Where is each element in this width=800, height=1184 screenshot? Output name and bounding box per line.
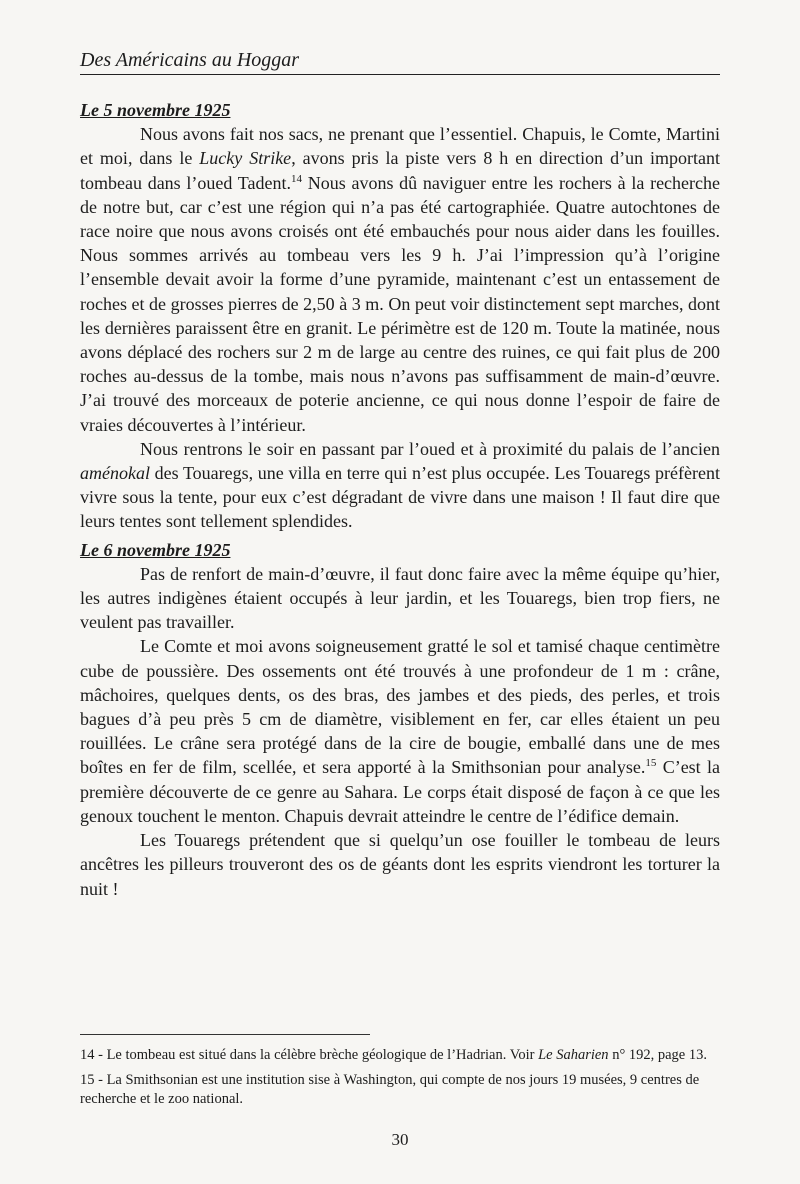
entry-date-1: Le 5 novembre 1925 — [80, 100, 231, 120]
footnote-text: n° 192, page 13. — [608, 1047, 707, 1063]
page-number: 30 — [391, 1130, 409, 1149]
paragraph-text: Nous avons dû naviguer entre les rochers à la recherche de notre but, car c’est une région qui n’a pas été cartographiée. Quatre autochtones de race noire que nous avons croisés ont été embauchés pour nous aider dans les fouilles. Nous sommes arrivés au tombeau vers les 9 h. J’ai l’impression qu’à l’origine l’ensemble devait avoir la forme d’une pyramide, maintenant c’est un entassement de roches et de grosses pierres de 2,50 à 3 m. On peut voir distinctement sept marches, dont les dernières paraissent être en granit. Le périmètre est de 120 m. Toute la matinée, nous avons déplacé des rochers sur 2 m de large au centre des ruines, ce qui fait plus de 200 roches au-dessus de la tombe, mais nous n’avons pas suffisamment de main-d’œuvre. J’ai trouvé des morceaux de poterie ancienne, ce qui nous donne l’espoir de faire de vraies découvertes à l’intérieur. — [80, 172, 721, 435]
page — [80, 0, 720, 1184]
italic-text: Lucky Strike — [199, 148, 292, 169]
page-body — [80, 98, 720, 901]
footnote-ref: 15 — [645, 757, 657, 770]
paragraph-text: des Touaregs, une villa en terre qui n’est plus occupée. Les Touaregs préfèrent vivre sous la tente, pour eux c’est dégradant de vivre dans une maison ! Il faut dire que leurs tentes sont tellement splendides. — [80, 463, 720, 532]
paragraph-text: , avons pris la piste vers 8 h en direction d’un important tombeau dans l’oued Tadent. — [80, 148, 721, 193]
entry-date-2: Le 6 novembre 1925 — [80, 539, 231, 560]
footnote-15: 15 - La Smithsonian est une institution sise à Washington, qui compte de nos jours 19 musées, 9 centres de recherche et le zoo national. — [80, 1072, 700, 1107]
footnote-text: 14 - Le tombeau est situé dans la célèbre brèche géologique de l’Hadrian. Voir — [80, 1047, 539, 1063]
paragraph — [80, 634, 720, 828]
italic-text: Le Saharien — [538, 1047, 609, 1063]
footnote-rule — [80, 1034, 370, 1035]
italic-text: aménokal — [80, 463, 150, 484]
paragraph-text: C’est la première découverte de ce genre au Sahara. Le corps était disposé de façon à ce que les genoux touchent le menton. Chapuis devrait atteindre le centre de l’édifice demain. — [80, 757, 720, 826]
paragraph-text: Nous rentrons le soir en passant par l’oued et à proximité du palais de l’ancien — [140, 438, 720, 459]
paragraph: Les Touaregs prétendent que si quelqu’un ose fouiller le tombeau de leurs ancêtres les pilleurs trouveront des os de géants dont les esprits viendront les torturer la nuit ! — [80, 830, 720, 899]
paragraph — [80, 437, 720, 534]
running-head: Des Américains au Hoggar — [80, 49, 300, 71]
footnotes — [80, 1046, 720, 1115]
paragraph-text: Le Comte et moi avons soigneusement gratté le sol et tamisé chaque centimètre cube de poussière. Des ossements ont été trouvés à une profondeur de 1 m : crâne, mâchoires, quelques dents, os des bras, des jambes et des pieds, des perles, et trois bagues d’à peu près 5 cm de diamètre, visiblement en fer, car elles étaient un peu rouillées. Le crâne sera protégé dans de la cire de bougie, emballé dans une de mes boîtes en fer de film, scellée, et sera apporté à la Smithsonian pour analyse. — [80, 636, 720, 778]
paragraph-text: Nous avons fait nos sacs, ne prenant que l’essentiel. Chapuis, le Comte, Martini et moi, dans le — [80, 124, 720, 169]
paragraph — [80, 122, 720, 437]
footnote-ref: 14 — [291, 172, 303, 185]
header-rule — [80, 74, 720, 75]
paragraph: Pas de renfort de main-d’œuvre, il faut donc faire avec la même équipe qu’hier, les autres indigènes étaient occupés à leur jardin, et les Touaregs, bien trop fiers, ne veulent pas travailler. — [80, 563, 720, 633]
footnote-14 — [80, 1046, 720, 1065]
